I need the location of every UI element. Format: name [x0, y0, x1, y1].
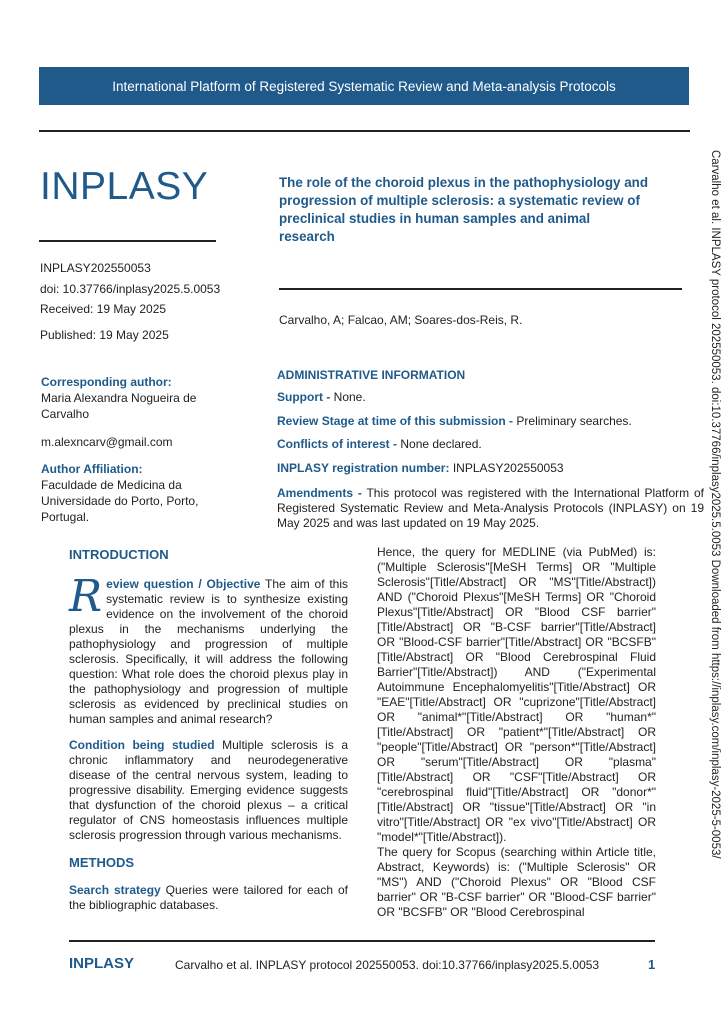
- scopus-query: The query for Scopus (searching within Article title, Abstract, Keywords) is: ("Multiple Sclerosis" OR "MS") AND ("Choroid Plexus" OR "Blood CSF barrier" OR "B-CSF barrier" OR "Blood-CSF barrier" OR "BCSFB" OR "Blood Cerebrospinal: [377, 845, 656, 919]
- intro-condition: [69, 738, 348, 843]
- rq-label: eview question / Objective: [106, 577, 261, 591]
- support-label: Support -: [277, 390, 331, 404]
- authors: Carvalho, A; Falcao, AM; Soares-dos-Reis, R.: [279, 313, 523, 327]
- corresponding-email: m.alexncarv@gmail.com: [41, 435, 173, 449]
- rq-text: The aim of this systematic review is to synthesize existing evidence on the involvement of the choroid plexus in the mechanisms underlying the pathophysiology and progression of multiple sclerosis. Specifically, it will address the following question: What role does the choroid plexus play in the pathophysiology and progression of multiple sclerosis as evidenced by preclinical studies on human samples and animal research?: [69, 577, 348, 726]
- intro-heading: INTRODUCTION: [69, 547, 169, 562]
- reg-value: INPLASY202550053: [449, 461, 564, 475]
- stage-value: Preliminary searches.: [513, 414, 632, 428]
- admin-conflicts: [277, 437, 704, 452]
- affiliation-text: Faculdade de Medicina da Universidade do Porto, Porto, Portugal.: [41, 478, 199, 524]
- top-rule: [39, 130, 690, 132]
- cond-text: Multiple sclerosis is a chronic inflammatory and neurodegenerative disease of the central nervous system, leading to progressive disability. Emerging evidence suggests that dysfunction of the choroid plexus – a critical regulator of CNS homeostasis influences multiple sclerosis progression through various mechanisms.: [69, 738, 348, 842]
- page-number: 1: [648, 957, 656, 972]
- meta-id: INPLASY202550053: [40, 261, 151, 275]
- admin-support: [277, 390, 704, 405]
- admin-stage: [277, 414, 704, 429]
- corresponding-author: [41, 374, 221, 450]
- reg-label: INPLASY registration number:: [277, 461, 450, 475]
- corresponding-label: Corresponding author:: [41, 375, 172, 389]
- intro-review-question: [69, 571, 348, 727]
- title-rule: [279, 288, 682, 290]
- footer-rule: [69, 940, 655, 942]
- side-watermark: [707, 150, 723, 920]
- stage-label: Review Stage at time of this submission -: [277, 414, 514, 428]
- footer-logo: INPLASY: [69, 955, 135, 972]
- corresponding-name: Maria Alexandra Nogueira de Carvalho: [41, 391, 197, 421]
- paper-title: The role of the choroid plexus in the pathophysiology and progression of multiple sclerosis: a systematic review of preclinical studies in human samples and animal research: [279, 175, 649, 244]
- methods-search: [69, 883, 348, 913]
- dropcap: R: [69, 571, 103, 622]
- admin-heading-text: ADMINISTRATIVE INFORMATION: [277, 368, 466, 382]
- meta-received: Received: 19 May 2025: [40, 302, 167, 316]
- search-text: Queries were tailored for each of the bibliographic databases.: [69, 883, 349, 912]
- cond-label: Condition being studied: [69, 738, 215, 752]
- admin-amendments: [277, 486, 704, 531]
- inplasy-logo: INPLASY: [40, 165, 209, 208]
- methods-heading: METHODS: [69, 855, 134, 870]
- amend-label: Amendments -: [277, 486, 362, 500]
- affiliation-label: Author Affiliation:: [41, 462, 143, 476]
- admin-heading: [277, 368, 704, 383]
- right-column: [377, 545, 656, 920]
- admin-registration: [277, 461, 704, 476]
- conflicts-value: None declared.: [397, 437, 482, 451]
- support-value: None.: [330, 390, 366, 404]
- meta-published: Published: 19 May 2025: [40, 328, 169, 342]
- author-affiliation: [41, 461, 216, 525]
- side-text: Carvalho et al. INPLASY protocol 202550053. doi:10.37766/inplasy2025.5.0053 Downloaded from https://inplasy.com/inplasy-2025-5-0053/: [709, 150, 721, 859]
- header-banner: [39, 67, 689, 105]
- conflicts-label: Conflicts of interest -: [277, 437, 398, 451]
- medline-query: Hence, the query for MEDLINE (via PubMed) is: ("Multiple Sclerosis"[MeSH Terms] OR "Multiple Sclerosis"[Title/Abstract] OR "MS"[Title/Abstract]) AND ("Choroid Plexus"[MeSH Terms] OR "Choroid Plexus"[Title/Abstract] OR "Blood CSF barrier"[Title/Abstract] OR "B-CSF barrier"[Title/Abstract] OR "Blood-CSF barrier"[Title/Abstract] OR "BCSFB"[Title/Abstract] OR "Blood Cerebrospinal Fluid Barrier"[Title/Abstract]) AND ("Experimental Autoimmune Encephalomyelitis"[Title/Abstract] OR "EAE"[Title/Abstract] OR "cuprizone"[Title/Abstract] OR "animal*"[Title/Abstract] OR "human*"[Title/Abstract] OR "patient*"[Title/Abstract] OR "people"[Title/Abstract] OR "person*"[Title/Abstract] OR "serum"[Title/Abstract] OR "plasma"[Title/Abstract] OR "CSF"[Title/Abstract] OR "cerebrospinal fluid"[Title/Abstract] OR "donor*"[Title/Abstract] OR "tissue"[Title/Abstract] OR "in vitro"[Title/Abstract] OR "ex vivo"[Title/Abstract] OR "model*"[Title/Abstract]).: [377, 545, 656, 844]
- meta-doi: doi: 10.37766/inplasy2025.5.0053: [40, 282, 221, 296]
- search-label: Search strategy: [69, 883, 161, 897]
- banner-text: International Platform of Registered Systematic Review and Meta-analysis Protocols: [112, 78, 616, 94]
- amend-value: This protocol was registered with the International Platform of Registered Systematic Review and Meta-Analysis Protocols (INPLASY) on 19 May 2025 and was last updated on 19 May 2025.: [277, 486, 705, 530]
- logo-rule: [39, 240, 216, 242]
- footer-citation: Carvalho et al. INPLASY protocol 202550053. doi:10.37766/inplasy2025.5.0053: [175, 958, 600, 972]
